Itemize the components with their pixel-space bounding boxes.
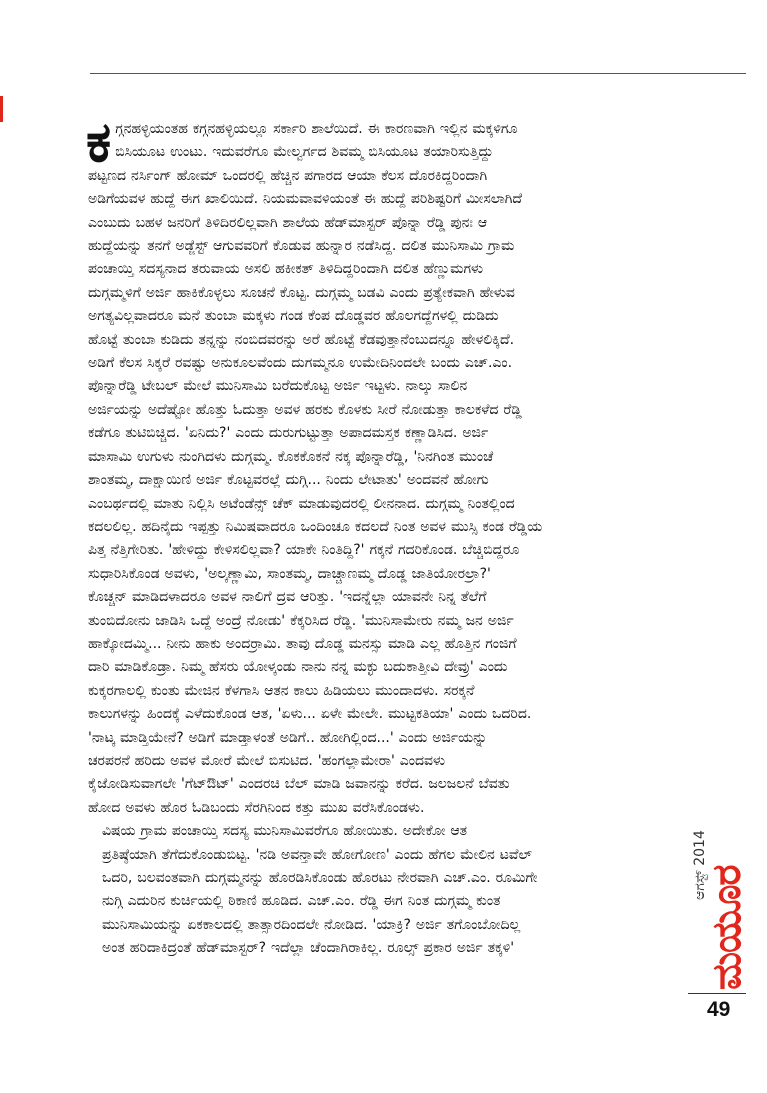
text-line: ಗ್ಗನಹಳ್ಳಿಯಂತಹ ಕಗ್ಗನಹಳ್ಳಿಯಲ್ಲೂ ಸರ್ಕಾರಿ ಶಾಲೆಯಿದೆ. ಈ ಕಾರಣವಾಗಿ ಇಲ್ಲಿನ ಮಕ್ಕಳಿಗೂ: [115, 121, 518, 137]
text-line: ವಿಷಯ ಗ್ರಾಮ ಪಂಚಾಯ್ತಿ ಸದಸ್ಯ ಮುನಿಸಾಮಿವರೆಗೂ ಹೋಯಿತು. ಅದೇಕೋ ಆತ: [102, 823, 468, 840]
text-line: ಕುಕ್ಕರಗಾಲಲ್ಲಿ ಕುಂತು ಮೇಜಿನ ಕೆಳಗಾಸಿ ಆತನ ಕಾಲು ಹಿಡಿಯಲು ಮುಂದಾದಳು. ಸರಕ್ಕನೆ: [88, 682, 475, 699]
text-line: ಬಿಸಿಯೂಟ ಉಂಟು. ಇದುವರೆಗೂ ಮೇಲ್ವರ್ಗದ ಶಿವಮ್ಮ ಬಿಸಿಯೂಟ ತಯಾರಿಸುತ್ತಿದ್ದು: [115, 144, 494, 161]
text-line: ಕಡೆಗೂ ತುಟಿಬಿಚ್ಚಿದ. 'ಏನಿದು?' ಎಂದು ದುರುಗುಟ್ಟುತ್ತಾ ಅಪಾದಮಸ್ತಕ ಕಣ್ಣಾಡಿಸಿದ. ಅರ್ಜಿ: [88, 425, 489, 442]
text-line: ಕೈಜೋಡಿಸುವಾಗಲೇ 'ಗೆಟ್‌ಔಟ್' ಎಂದರಚಿ ಬೆಲ್ ಮಾಡಿ ಜವಾನನ್ನು ಕರೆದ. ಜಲಜಲನೆ ಬೆವತು: [88, 776, 510, 793]
article-body: [86, 109, 688, 961]
text-line: ಅಡಿಗೆಯವಳ ಹುದ್ದೆ ಈಗ ಖಾಲಿಯಿದೆ. ನಿಯಮವಾವಳಿಯಂತೆ ಈ ಹುದ್ದೆ ಪರಿಶಿಷ್ಟರಿಗೆ ಮೀಸಲಾಗಿದೆ: [88, 191, 523, 208]
margin-accent-mark: [0, 96, 3, 122]
text-line: ನುಗ್ಗಿ ಎದುರಿನ ಕುರ್ಚಿಯಲ್ಲಿ ಠಿಕಾಣಿ ಹೂಡಿದ. ಎಚ್.ಎಂ. ರೆಡ್ಡಿ ಈಗ ನಿಂತ ದುಗ್ಗಮ್ಮ ಕುಂತ: [102, 893, 501, 910]
text-line: 'ನಾಟ್ಕ ಮಾಡ್ತಿಯೇನೆ? ಅಡಿಗೆ ಮಾಡ್ತಾಳಂತೆ ಅಡಿಗೆ.. ಹೋಗಿಲ್ಲಿಂದ...' ಎಂದು ಅರ್ಜಿಯನ್ನು: [88, 729, 488, 746]
text-line: ಅರ್ಜಿಯನ್ನು ಅದೆಷ್ಟೋ ಹೊತ್ತು ಓದುತ್ತಾ ಅವಳ ಹರಕು ಕೊಳಕು ಸೀರೆ ನೋಡುತ್ತಾ ಕಾಲಕಳೆದ ರೆಡ್ಡಿ: [88, 401, 522, 418]
page-number-rule: [688, 993, 746, 994]
text-line: ಮಾಸಾಮಿ ಉಗುಳು ನುಂಗಿದಳು ದುಗ್ಗಮ್ಮ. ಕೊಕಕೊಕನೆ ನಕ್ಕ ಪೊನ್ನಾರೆಡ್ಡಿ, 'ನಿನಗಿಂತ ಮುಂಚೆ: [88, 448, 494, 465]
text-line: ಒದರಿ, ಬಲವಂತವಾಗಿ ದುಗ್ಗಮ್ಮನನ್ನು ಹೊರಡಿಸಿಕೊಂಡು ಹೊರಟು ನೇರವಾಗಿ ಎಚ್.ಎಂ. ರೂಮಿಗೇ: [102, 870, 538, 886]
text-line: ಶಾಂತಮ್ಮ, ದಾಕ್ಷಾಯಿಣಿ ಅರ್ಜಿ ಕೊಟ್ಟವರಲ್ಲೆ ದುಗ್ಗಿ... ನಿಂದು ಲೇಟಾತು' ಅಂದವನೆ ಹೋಗು: [88, 472, 489, 489]
text-line: ಹೋದ ಅವಳು ಹೊರ ಓಡಿಬಂದು ಸೆರಗಿನಿಂದ ಕತ್ತು ಮುಖ ವರೆಸಿಕೊಂಡಳು.: [88, 799, 425, 816]
text-line: ಅಗತ್ಯವಿಲ್ಲವಾದರೂ ಮನೆ ತುಂಬಾ ಮಕ್ಕಳು ಗಂಡ ಕೆಂಪ ದೊಡ್ಡವರ ಹೊಲಗದ್ದೆಗಳಲ್ಲಿ ದುಡಿದು: [88, 308, 499, 325]
text-line: ಪ್ರತಿಷ್ಠೆಯಾಗಿ ತೆಗೆದುಕೊಂಡುಬಿಟ್ಟ. 'ನಡಿ ಅವನ್ತಾವೇ ಹೋಗೋಣ' ಎಂದು ಹೆಗಲ ಮೇಲಿನ ಟವೆಲ್: [102, 846, 533, 863]
text-line: ಹಾಕ್ಕೋದಮ್ಮಿ... ನೀನು ಹಾಕು ಅಂದರ್ರಾಮಿ. ತಾವು ದೊಡ್ಡ ಮನಸ್ಸು ಮಾಡಿ ಎಲ್ಲ ಹೊತ್ತಿನ ಗಂಜಿಗೆ: [88, 635, 517, 652]
text-line: ಮುನಿಸಾಮಿಯನ್ನು ಏಕಕಾಲದಲ್ಲಿ ತಾತ್ಸಾರದಿಂದಲೇ ನೋಡಿದ. 'ಯಾಕ್ರಿ? ಅರ್ಜಿ ತಗೊಂಬೋದಿಲ್ಲ: [102, 916, 521, 933]
text-line: ಪೊನ್ನಾರೆಡ್ಡಿ ಟೇಬಲ್ ಮೇಲೆ ಮುನಿಸಾಮಿ ಬರೆದುಕೊಟ್ಟ ಅರ್ಜಿ ಇಟ್ಟಳು. ನಾಲ್ಕು ಸಾಲಿನ: [88, 378, 468, 395]
header-rule: [90, 73, 746, 74]
issue-date: ಆಗಸ್ಟ್ 2014: [692, 830, 708, 900]
drop-cap: ಕ: [86, 109, 112, 175]
text-line: ಪಿತ್ತ ನೆತ್ತಿಗೇರಿತು. 'ಹೇಳಿದ್ದು ಕೇಳಿಸಲಿಲ್ಲವಾ? ಯಾಕೇ ನಿಂತಿದ್ದಿ?' ಗಕ್ಕನೆ ಗದರಿಕೊಂಡ. ಬೆಚ್ಚಿಬಿದ್ದರೂ: [88, 542, 520, 559]
text-line: ಹುದ್ದೆಯನ್ನು ತನಗೆ ಅಡ್ಜೆಸ್ಟ್ ಆಗುವವರಿಗೆ ಕೊಡುವ ಹುನ್ನಾರ ನಡೆಸಿದ್ದ. ದಲಿತ ಮುನಿಸಾಮಿ ಗ್ರಾಮ: [88, 238, 515, 255]
text-line: ಅಂತ ಹರಿದಾಕಿದ್ರಂತೆ ಹೆಡ್‌ಮಾಸ್ಟರ್? ಇದೆಲ್ಲಾ ಚೆಂದಾಗಿರಾಕಿಲ್ಲ. ರೂಲ್ಸ್ ಪ್ರಕಾರ ಅರ್ಜಿ ತಕ್ಕಳಿ': [102, 940, 515, 957]
text-line: ಎಂಬರ್ಥದಲ್ಲಿ ಮಾತು ನಿಲ್ಲಿಸಿ ಅಟೆಂಡೆನ್ಸ್ ಚೆಕ್ ಮಾಡುವುದರಲ್ಲಿ ಲೀನನಾದ. ದುಗ್ಗಮ್ಮ ನಿಂತಲ್ಲಿಂದ: [88, 495, 515, 512]
text-line: ಕಾಲುಗಳನ್ನು ಹಿಂದಕ್ಕೆ ಎಳೆದುಕೊಂಡ ಆತ, 'ಏಳು... ಏಳೇ ಮೇಲೇ. ಮುಟ್ಟಕತಿಯಾ' ಎಂದು ಒದರಿದ.: [88, 706, 532, 723]
text-line: ಕದಲಲಿಲ್ಲ. ಹದಿನೈದು ಇಪ್ಪತ್ತು ನಿಮಿಷವಾದರೂ ಒಂದಿಂಚೂ ಕದಲದೆ ನಿಂತ ಅವಳ ಮುಸ್ಸಿ ಕಂಡ ರೆಡ್ಡಿಯ: [88, 518, 543, 535]
magazine-logo: ಮಯೂರ: [704, 865, 750, 990]
text-line: ದುಗ್ಗಮ್ಮಳಿಗೆ ಅರ್ಜಿ ಹಾಕಿಕೊಳ್ಳಲು ಸೂಚನೆ ಕೊಟ್ಟ. ದುಗ್ಗಮ್ಮ ಬಡವಿ ಎಂದು ಪ್ರತ್ಯೇಕವಾಗಿ ಹೇಳುವ: [88, 284, 515, 301]
text-line: ಪಂಚಾಯ್ತಿ ಸದಸ್ಯನಾದ ತರುವಾಯ ಅಸಲಿ ಹಕೀಕತ್ ತಿಳಿದಿದ್ದರಿಂದಾಗಿ ದಲಿತ ಹೆಣ್ಣುಮಗಳು: [88, 261, 484, 278]
paragraph-1: [86, 109, 688, 820]
text-line: ಅಡಿಗೆ ಕೆಲಸ ಸಿಕ್ಕರೆ ರವಷ್ಟು ಅನುಕೂಲವೆಂದು ದುಗಮ್ಮನೂ ಉಮೇದಿನಿಂದಲೇ ಬಂದು ಎಚ್.ಎಂ.: [88, 355, 513, 372]
text-line: ತುಂಬಿದೋನು ಜಾಡಿಸಿ ಒದ್ದೆ ಅಂದ್ರೆ ನೋಡು' ಕೆಕ್ಕರಿಸಿದ ರೆಡ್ಡಿ. 'ಮುನಿಸಾಮೇರು ನಮ್ಮ ಜನ ಅರ್ಜಿ: [88, 612, 514, 629]
text-line: ಕೊಚ್ಚನ್ ಮಾಡಿದಳಾದರೂ ಅವಳ ನಾಲಿಗೆ ದ್ರವ ಆರಿತ್ತು. 'ಇದನ್ನೆಲ್ಲಾ ಯಾವನೇ ನಿನ್ನ ತೆಲೆಗೆ: [88, 589, 487, 606]
text-line: ಎಂಬುದು ಬಹಳ ಜನರಿಗೆ ತಿಳಿದಿರಲಿಲ್ಲವಾಗಿ ಶಾಲೆಯ ಹೆಡ್‌ಮಾಸ್ಟರ್ ಪೊನ್ನಾ ರೆಡ್ಡಿ ಪುನಃ ಆ: [88, 214, 488, 231]
paragraph-1-lines: [86, 109, 688, 820]
paragraph-2-lines: [88, 820, 688, 960]
text-line: ಚರಪರನೆ ಹರಿದು ಅವಳ ಮೋರೆ ಮೇಲೆ ಬಿಸುಟಿದ. 'ಹಂಗಲ್ಲಾಮೇರಾ' ಎಂದವಳು: [88, 752, 446, 769]
paragraph-2: [88, 820, 688, 960]
text-line: ಹೊಟ್ಟೆ ತುಂಬಾ ಕುಡಿದು ತನ್ನನ್ನು ನಂಬಿದವರನ್ನು ಅರೆ ಹೊಟ್ಟೆ ಕೆಡವುತ್ತಾನೆಂಬುದನ್ನೂ ಹೇಳಲಿಕ್ಕಿದೆ.: [88, 331, 515, 348]
text-line: ದಾರಿ ಮಾಡಿಕೊಡ್ರಾ. ನಿಮ್ಮ ಹೆಸರು ಯೋಳ್ಕಂಡು ನಾನು ನನ್ನ ಮಕ್ಳು ಬದುಕಾತ್ತೀವಿ ದೇವ್ರು' ಎಂದು: [88, 659, 508, 676]
page-number: 49: [707, 998, 731, 1021]
text-line: ಸುಧಾರಿಸಿಕೊಂಡ ಅವಳು, 'ಅಲ್ಕಣ್ಣಾಮಿ, ಸಾಂತಮ್ಮ, ದಾಚ್ಚಾಣಮ್ಮ ದೊಡ್ಡ ಜಾತಿಯೋರಲ್ರಾ?': [88, 565, 491, 582]
text-line: ಪಟ್ಟಣದ ನರ್ಸಿಂಗ್ ಹೋಮ್ ಒಂದರಲ್ಲಿ ಹೆಚ್ಚಿನ ಪಗಾರದ ಆಯಾ ಕೆಲಸ ದೊರಕಿದ್ದರಿಂದಾಗಿ: [88, 167, 488, 184]
